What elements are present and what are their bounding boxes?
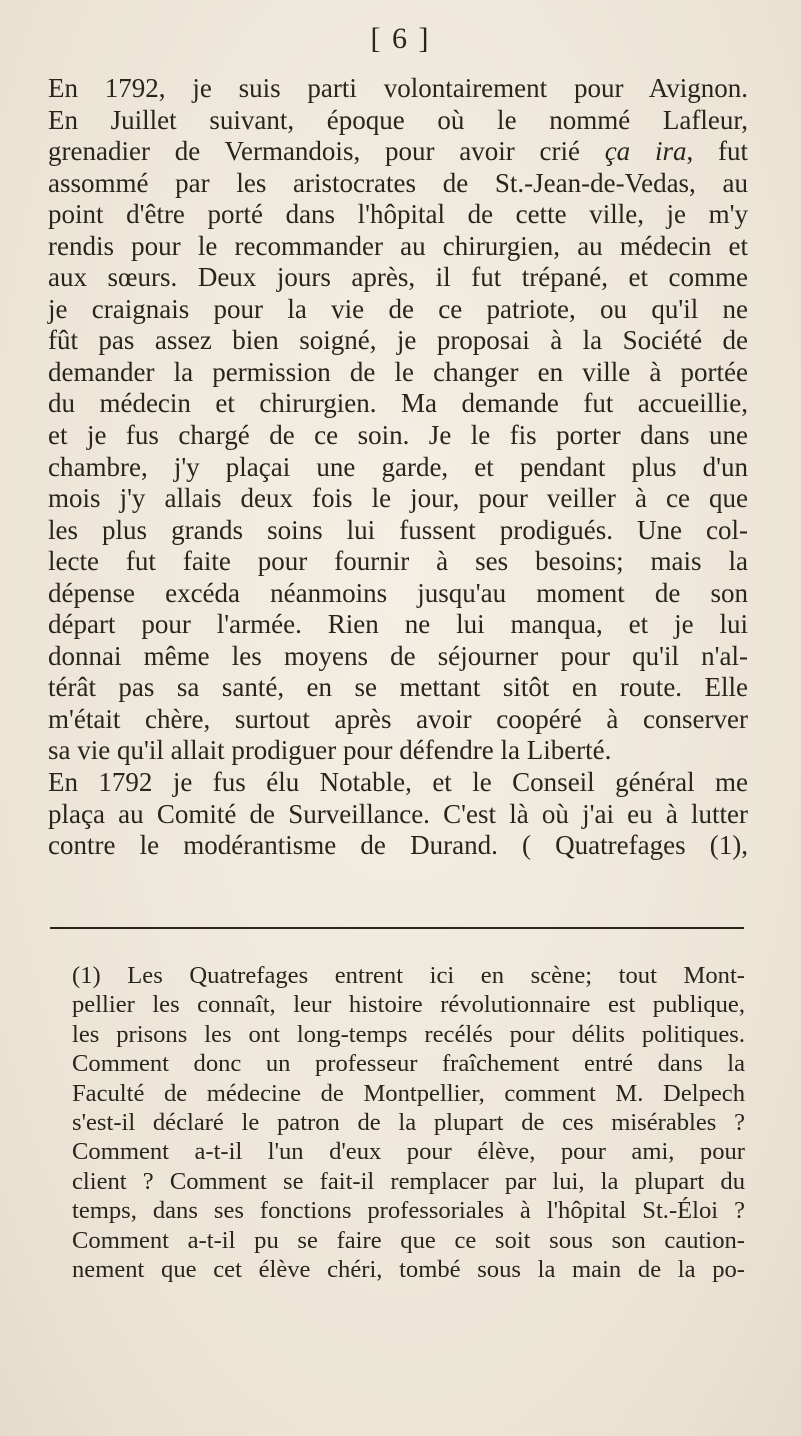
ca-ira-italic: ça ira xyxy=(604,136,687,167)
footnote-line: Comment a-t-il pu se faire que ce soit sous son caution- xyxy=(72,1226,745,1254)
text-line: lecte fut faite pour fournir à ses besoins; mais la xyxy=(48,546,748,577)
text-line xyxy=(48,136,748,168)
text-line: m'était chère, surtout après avoir coopéré à conserver xyxy=(48,703,748,734)
text-line: chambre, j'y plaçai une garde, et pendant plus d'un xyxy=(48,451,748,482)
footnote-line: s'est-il déclaré le patron de la plupart de ces misérables ? xyxy=(72,1109,745,1137)
text-line: du médecin et chirurgien. Ma demande fut accueillie, xyxy=(48,388,748,419)
text-line: dépense excéda néanmoins jusqu'au moment de son xyxy=(48,577,748,608)
text-line: mois j'y allais deux fois le jour, pour veiller à ce que xyxy=(48,483,748,514)
main-text xyxy=(48,73,748,862)
footnote-line: (1) Les Quatrefages entrent ici en scène; tout Mont- xyxy=(72,962,745,989)
footnote-line: les prisons les ont long-temps recélés pour délits politiques. xyxy=(72,1020,745,1048)
text-line-start: grenadier de Vermandois, pour avoir crié xyxy=(48,136,605,167)
text-line: point d'être porté dans l'hôpital de cette ville, je m'y xyxy=(48,199,748,230)
footnote-line: pellier les connaît, leur histoire révolutionnaire est publique, xyxy=(72,991,745,1019)
text-line: térât pas sa santé, en se mettant sitôt en route. Elle xyxy=(48,672,748,703)
footnote xyxy=(52,961,745,1284)
footnote-line: nement que cet élève chéri, tombé sous la main de la po- xyxy=(72,1256,745,1284)
footnote-line: client ? Comment se fait-il remplacer par lui, la plupart du xyxy=(72,1167,745,1195)
text-line-end: , fut xyxy=(686,136,748,167)
text-line: aux sœurs. Deux jours après, il fut trépané, et comme xyxy=(48,262,748,293)
footnote-line: Faculté de médecine de Montpellier, comment M. Delpech xyxy=(72,1079,745,1107)
text-line: les plus grands soins lui fussent prodigués. Une col- xyxy=(48,514,748,545)
footnote-line: temps, dans ses fonctions professoriales à l'hôpital St.-Éloi ? xyxy=(72,1197,745,1225)
footnote-line: Comment donc un professeur fraîchement entré dans la xyxy=(72,1050,745,1078)
text-line: En Juillet suivant, époque où le nommé Lafleur, xyxy=(48,104,748,135)
text-line: plaça au Comité de Surveillance. C'est là où j'ai eu à lutter xyxy=(48,798,748,829)
text-line: demander la permission de le changer en ville à portée xyxy=(48,356,748,387)
paragraph-2 xyxy=(48,767,748,862)
text-line: En 1792 je fus élu Notable, et le Conseil général me xyxy=(48,767,748,798)
text-line: fût pas assez bien soigné, je proposai à la Société de xyxy=(48,325,748,356)
text-line: assommé par les aristocrates de St.-Jean-de-Vedas, au xyxy=(48,167,748,198)
paragraph-1 xyxy=(48,73,748,767)
text-line: En 1792, je suis parti volontairement pour Avignon. xyxy=(48,73,748,103)
footnote-separator xyxy=(50,927,744,929)
page-number: [ 6 ] xyxy=(370,22,431,55)
text-line: rendis pour le recommander au chirurgien, au médecin et xyxy=(48,230,748,261)
text-line: départ pour l'armée. Rien ne lui manqua, et je lui xyxy=(48,609,748,640)
text-line: et je fus chargé de ce soin. Je le fis porter dans une xyxy=(48,420,748,451)
footnote-line: Comment a-t-il l'un d'eux pour élève, pour ami, pour xyxy=(72,1138,745,1166)
text-line: donnai même les moyens de séjourner pour qu'il n'al- xyxy=(48,640,748,671)
text-line: je craignais pour la vie de ce patriote, ou qu'il ne xyxy=(48,293,748,324)
text-line: sa vie qu'il allait prodiguer pour défendre la Liberté. xyxy=(48,735,612,766)
text-line: contre le modérantisme de Durand. ( Quatrefages (1), xyxy=(48,830,748,861)
